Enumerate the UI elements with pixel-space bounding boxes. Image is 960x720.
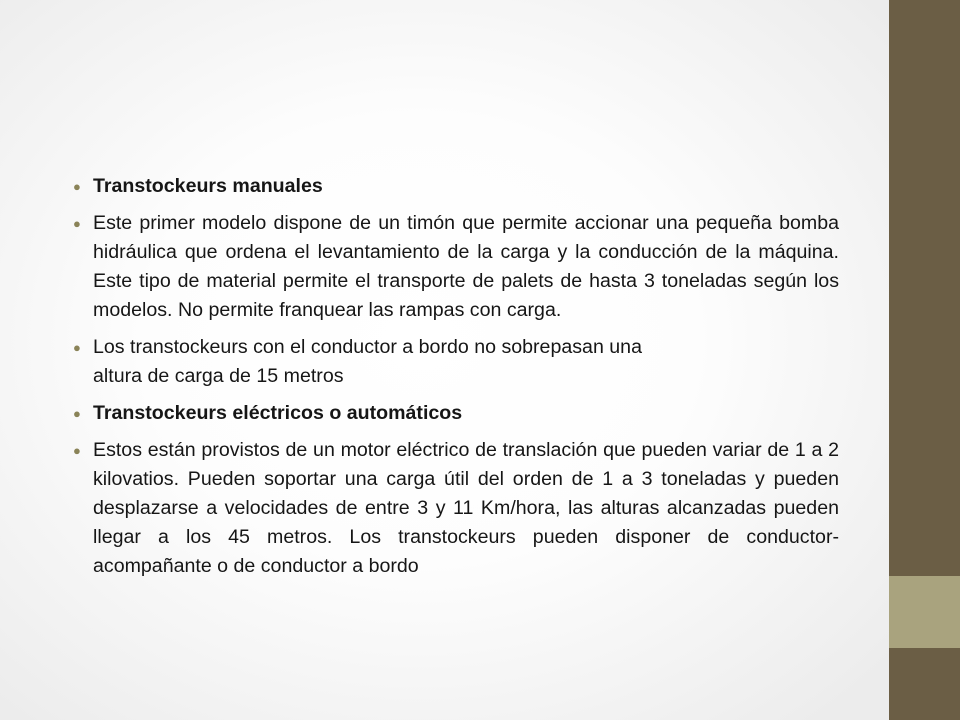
bullet-dot-icon: ● bbox=[73, 216, 81, 231]
bullet-item bbox=[72, 333, 839, 391]
bullet-item bbox=[72, 436, 839, 581]
bullet-dot-icon: ● bbox=[73, 443, 81, 458]
decorative-sidebar-accent bbox=[889, 576, 960, 648]
bullet-text-line2: altura de carga de 15 metros bbox=[93, 365, 344, 387]
bullet-item bbox=[72, 399, 839, 428]
bullet-text: Estos están provistos de un motor eléctrico de translación que pueden variar de 1 a 2 kilovatios. Pueden soportar una carga útil del orden de 1 a 3 toneladas y pueden desplazarse a velocidades de entre 3 y 11 Km/hora, las alturas alcanzadas pueden llegar a los 45 metros. Los transtockeurs pueden disponer de conductor-acompañante o de conductor a bordo bbox=[93, 439, 839, 577]
bullet-item bbox=[72, 172, 839, 201]
bullet-list bbox=[72, 172, 839, 589]
bullet-item bbox=[72, 209, 839, 325]
bullet-dot-icon: ● bbox=[73, 179, 81, 194]
bullet-text: Transtockeurs manuales bbox=[93, 175, 323, 197]
bullet-dot-icon: ● bbox=[73, 340, 81, 355]
bullet-text: Transtockeurs eléctricos o automáticos bbox=[93, 402, 463, 424]
bullet-text: Este primer modelo dispone de un timón que permite accionar una pequeña bomba hidráulica que ordena el levantamiento de la carga y la conducción de la máquina. Este tipo de material permite el transporte de palets de hasta 3 toneladas según los modelos. No permite franquear las rampas con carga. bbox=[93, 212, 839, 321]
decorative-sidebar-bottom bbox=[889, 648, 960, 720]
bullet-dot-icon: ● bbox=[73, 406, 81, 421]
bullet-text: Los transtockeurs con el conductor a bordo no sobrepasan una bbox=[93, 336, 642, 358]
decorative-sidebar-stripe bbox=[889, 0, 960, 576]
